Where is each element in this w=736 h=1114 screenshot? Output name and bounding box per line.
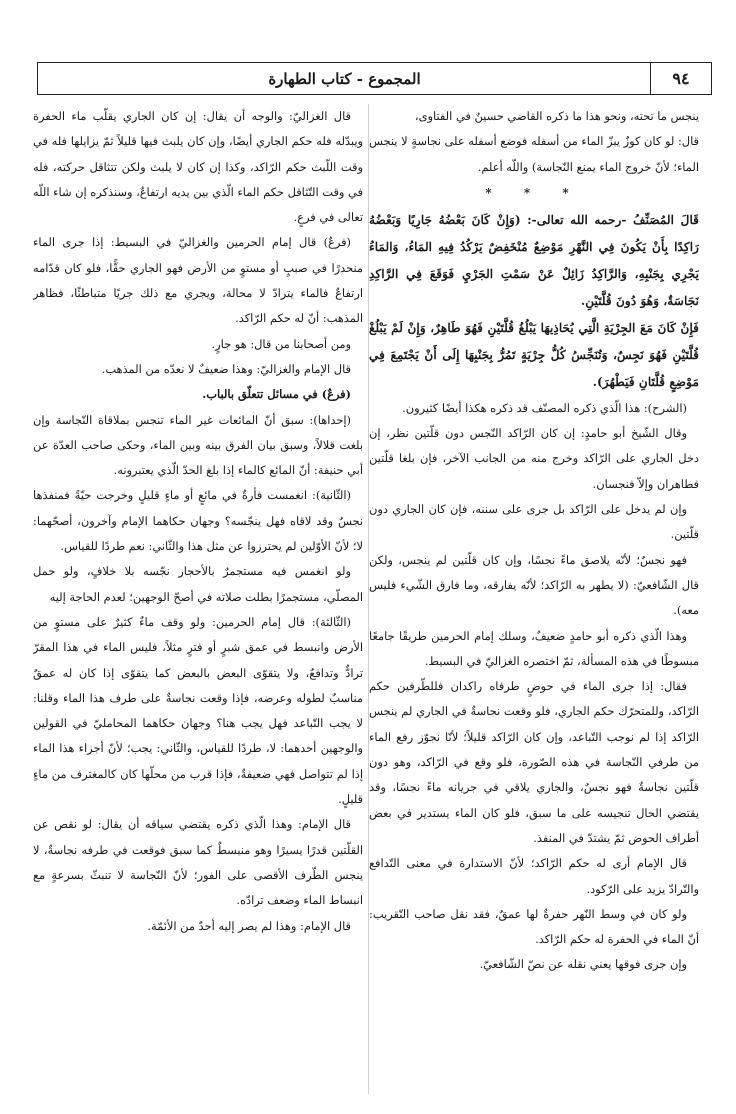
- paragraph: (الثّالثة): قال إمام الحرمين: ولو وقف ماءٌ كثيرٌ على مستوٍ من الأرض وانبسط في عمق شبرٍ أو فترٍ مثلاً، فليس الماء في هذا المقرّ ترادٌّ وتدافعٌ، ولا يتقوّى البعض بالبعض كما يتقوّى إذا كان له عمقٌ مناسبٌ لطوله وعرضه، فإذا وقعت نجاسةٌ على طرف هذا الماء وقلنا: لا يجب التّباعد فهل يجب هنا؟ وجهان حكاهما المحامليّ في القولين والوجهين أحدهما: لا، طردًا للقياس، والثّاني: يجب؛ لأنّ أجزاء هذا الماء إذا لم تتواصل فهي ضعيفةٌ، فإذا قرب من محلّها كان كالمغترف من ماءٍ قليلٍ.: [33, 614, 363, 807]
- paragraph: (فرعٌ) قال إمام الحرمين والغزاليّ في البسيط: إذا جرى الماء منحدرًا في صببٍ أو مستوٍ من الأرض فهو الجاري حقًّا، فلو كان قدّامه ارتفاعٌ فالماء يترادّ لا محالة، ويجري مع ذلك جريًا متباطئًا، فظاهر المذهب: أنّ له حكم الرّاكد.: [33, 235, 363, 326]
- paragraph: وقال الشّيخ أبو حامدٍ: إن كان الرّاكد النّجس دون قلّتين نظر، إن دخل الجاري على الرّاكد وخرج منه من الجانب الآخر، فإن بلغا قلّتين فطاهران وإلاّ فنجسان.: [369, 426, 699, 491]
- paragraph: ينجس ما تحته، ونحو هذا ما ذكره القاضي حسينٌ في الفتاوى،: [414, 109, 699, 123]
- page-number: ٩٤: [650, 63, 711, 94]
- right-text-column: [369, 104, 699, 1100]
- paragraph: قال الإمام: وهذا الّذي ذكره يقتضي سياقه أن يقال: لو نقص عن القلّتين قدرًا يسيرًا وهو منبسطٌ كما سبق فوقعت في طرفه نجاسةٌ، لا ينجس الطّرف الأقصى على الفور؛ لأنّ النّجاسة لا تنبثّ بسرعةٍ مع انبساط الماء وضعف ترادّه.: [33, 817, 363, 908]
- paragraph: (الثّانية): انغمست فأرةٌ في مائعٍ أو ماءٍ قليلٍ وخرجت حيّةً فمنفذها نجسٌ وقد لاقاه فهل ينجّسه؟ وجهان حكاهما الإمام وآخرون، أصحّهما: لا؛ لأنّ الأوّلين لم يحترزوا عن مثل هذا والثّاني: نعم طردًا للقياس.: [33, 488, 363, 554]
- paragraph: قال الإمام: وهذا لم يصر إليه أحدٌ من الأئمّة.: [147, 918, 351, 933]
- paragraph: (إحداها): سبق أنّ المائعات غير الماء تنجس بملاقاة النّجاسة وإن بلغت قلالاً، وسبق بيان الفرق بينه وبين الماء، وحكى صاحب العدّة عن أبي حنيفة: أنّ المائع كالماء إذا بلغ الحدّ الّذي يعتبرونه.: [33, 412, 363, 478]
- left-text-column: [33, 104, 363, 1100]
- section-separator: * * *: [485, 185, 583, 200]
- paragraph: فقال: إذا جرى الماء في حوضٍ طرفاه راكدان فللطّرفين حكم الرّاكد، وللمتحرّك حكم الجاري، فلو وقعت نجاسةٌ في الجاري لم ينجس الرّاكد إذا لم نوجب التّباعد، وإن كان الرّاكد قليلاً؛ لأنّا نجوّز رفع الماء من طرفي النّجاسة في هذه الصّورة، فلو وقع في الرّاكد، وهو دون قلّتين نجاسةٌ فهو نجسٌ، والجاري يلاقي في جريانه ماءً نجسًا، وقد يقتضي الحال تنجيسه على ما سبق، فلو كان الماء يستدير في بعض أطراف الحوض ثمّ يشتدّ في المنفذ.: [369, 679, 699, 845]
- paragraph: فهو نجسٌ؛ لأنّه يلاصق ماءً نجسًا، وإن كان قلّتين لم ينجس، ولكن قال الشّافعيّ: (لا يطهر به الرّاكد؛ لأنّه يفارقه، وما فارق الشّيء فليس معه).: [369, 552, 699, 618]
- column-divider: [368, 104, 369, 1094]
- paragraph: قال الإمام أرى له حكم الرّاكد؛ لأنّ الاستدارة في معنى التّدافع والتّرادّ يزيد على الرّكود.: [369, 856, 699, 896]
- paragraph: (الشرح): هذا الّذي ذكره المصنّف قد ذكره هكذا أيضًا كثيرون.: [402, 400, 687, 415]
- paragraph: قال: لو كان كوزٌ يبزّ الماء من أسفله فوضع أسفله على نجاسةٍ لا ينجس الماء؛ لأنّ خروج الماء يمنع النّجاسة) واللّه أعلم.: [369, 134, 699, 174]
- paragraph: وإن جرى فوقها يعني نقله عن نصّ الشّافعيّ.: [479, 957, 687, 972]
- paragraph: قال الإمام والغزاليّ: وهذا ضعيفٌ لا نعدّه من المذهب.: [101, 361, 351, 376]
- page-header: [37, 62, 712, 95]
- running-title: المجموع - كتاب الطهارة: [268, 69, 421, 88]
- paragraph: ولو كان في وسط النّهر حفرةٌ لها عمقٌ، فقد نقل صاحب التّقريب: أنّ الماء في الحفرة له حكم الرّاكد.: [369, 906, 699, 947]
- paragraph: فَإِنْ كَانَ مَعَ الجِرْيَةِ الَّتِي يُحَاذِيهَا يَبْلُغُ قُلَّتَيْنِ فَهُوَ طَاهِرٌ، وَإِنْ لَمْ يَبْلُغْ قُلَّتَيْنِ فَهُوَ نَجِسٌ، وَتُنَجِّسُ كُلُّ جِرْيَةٍ تَمُرُّ بِجَنْبِهَا إِلَى أَنْ يَجْتَمِعَ فِي مَوْضِعٍ قُلَّتَانِ فَيَطْهُرَ).: [369, 320, 699, 389]
- paragraph: قال الغزاليّ: والوجه أن يقال: إن كان الجاري يقلّب ماء الحفرة ويبدّله فله حكم الجاري أيضًا، وإن كان يلبث فيها قليلاً ثمّ يزايلها فله في وقت اللّبث حكم الرّاكد، وكذا إن كان لا يلبث ولكن تتثاقل حركته، فله في وقت التّثاقل حكم الماء الّذي بين يديه ارتفاعٌ، وسنذكره إن شاء اللّه تعالى في فرعٍ.: [33, 109, 363, 225]
- paragraph: وإن لم يدخل على الرّاكد بل جرى على سننه، فإن كان الجاري دون قلّتين.: [369, 502, 699, 542]
- paragraph: قَالَ المُصَنِّفُ -رحمه الله تعالى-: (وَإِنْ كَانَ بَعْضُهُ جَارِيًا وَبَعْضُهُ رَاكِدًا بِأَنْ يَكُونَ فِي النَّهْرِ مَوْضِعٌ مُنْخَفِضٌ يَرْكُدُ فِيهِ المَاءُ، وَالمَاءُ يَجْرِي بِجَنْبِهِ، وَالرَّاكِدُ زَائِلٌ عَنْ سَمْتِ الجَرْيِ فَوَقَعَ فِي الرَّاكِدِ نَجَاسَةٌ، وَهُوَ دُونَ قُلَّتَيْنِ.: [369, 212, 699, 308]
- paragraph: وهذا الّذي ذكره أبو حامدٍ ضعيفٌ، وسلك إمام الحرمين طريقًا جامعًا مبسوطًا في هذه المسألة، ثمّ اختصره الغزاليّ في البسيط.: [369, 628, 699, 668]
- paragraph: ومن أصحابنا من قال: هو جارٍ.: [211, 336, 351, 351]
- paragraph: (فرعٌ) في مسائل تتعلّق بالباب.: [202, 387, 351, 402]
- paragraph: ولو انغمس فيه مستجمرٌ بالأحجار نجّسه بلا خلافٍ، ولو حمل المصلّي، مستجمرًا بطلت صلاته في أصحّ الوجهين؛ لعدم الحاجة إليه: [33, 564, 363, 604]
